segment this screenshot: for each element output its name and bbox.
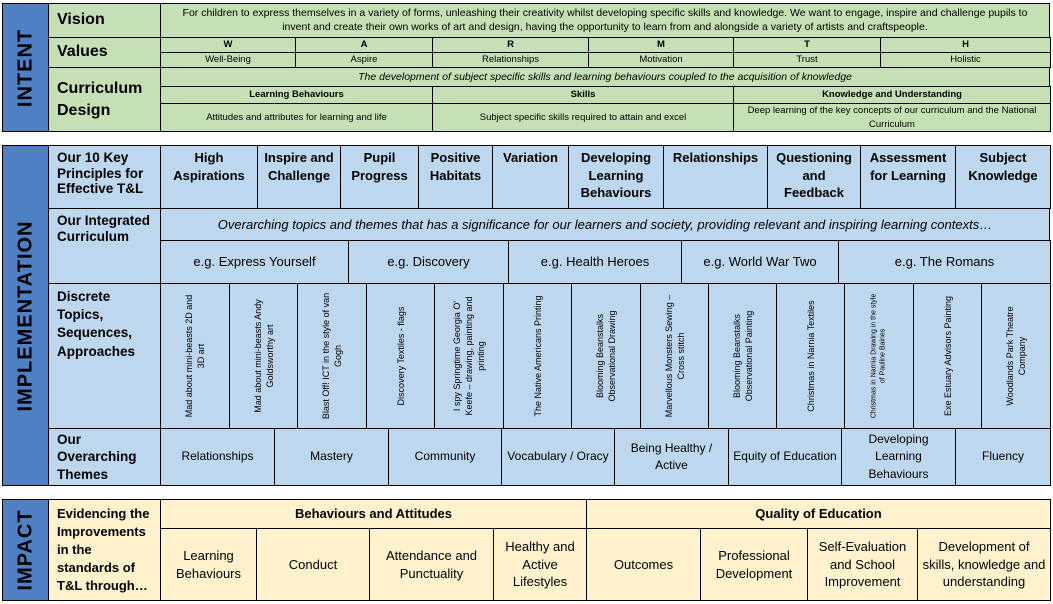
topic-item xyxy=(776,283,845,429)
topic-item xyxy=(229,283,298,429)
topic-item xyxy=(503,283,572,429)
impact-item: Self-Evaluation and School Improvement xyxy=(807,528,918,601)
topic-text: Woodlands Park Theatre Company xyxy=(1004,306,1027,406)
integrated-curriculum-label: Our Integrated Curriculum xyxy=(48,208,161,284)
overarching-theme: Community xyxy=(388,428,502,486)
vision-label: Vision xyxy=(48,3,161,38)
impact-item: Professional Development xyxy=(700,528,808,601)
impact-item: Outcomes xyxy=(586,528,701,601)
value-word: Well-Being xyxy=(160,52,296,68)
value-word: Holistic xyxy=(880,52,1051,68)
overarching-theme: Mastery xyxy=(274,428,389,486)
topic-item xyxy=(297,283,367,429)
curriculum-example: e.g. The Romans xyxy=(838,240,1051,284)
integrated-curriculum-text: Overarching topics and themes that has a significance for our learners and society, providing relevant and inspiring learning contexts… xyxy=(160,208,1050,241)
intent-side-label: INTENT xyxy=(2,3,49,132)
principle-item: Relationships xyxy=(663,145,768,209)
principle-item: Developing Learning Behaviours xyxy=(568,145,664,209)
impact-item: Attendance and Punctuality xyxy=(369,528,494,601)
principle-item: Positive Habitats xyxy=(418,145,493,209)
principle-item: Pupil Progress xyxy=(340,145,419,209)
principles-label: Our 10 Key Principles for Effective T&L xyxy=(48,145,161,209)
impact-group-heading: Quality of Education xyxy=(586,499,1051,529)
principle-item: Assessment for Learning xyxy=(860,145,956,209)
value-letter: M xyxy=(588,37,734,53)
topic-item xyxy=(981,283,1051,429)
impact-item: Conduct xyxy=(256,528,370,601)
principle-item: High Aspirations xyxy=(160,145,258,209)
curriculum-col-title: Learning Behaviours xyxy=(160,86,433,104)
impact-side-label: IMPACT xyxy=(2,499,49,601)
value-letter: W xyxy=(160,37,296,53)
topic-text: The Native Americans Printing xyxy=(532,295,543,417)
topic-item xyxy=(844,283,914,429)
topic-text: Mad about mini-beasts Andy Goldsworthy art xyxy=(252,299,275,413)
vision-text: For children to express themselves in a variety of forms, unleashing their creativity whilst developing specific skills and knowledge. We want to engage, inspire and challenge pupils to invent and create their own works of art and design, having the opportunity to learn from and alongside a variety of artists and craftspeople. xyxy=(160,3,1050,38)
topic-item xyxy=(160,283,230,429)
curriculum-col-title: Knowledge and Understanding xyxy=(733,86,1051,104)
curriculum-design-label: Curriculum Design xyxy=(48,67,161,132)
topic-item xyxy=(571,283,641,429)
overarching-theme: Developing Learning Behaviours xyxy=(841,428,956,486)
value-letter: R xyxy=(432,37,589,53)
value-word: Relationships xyxy=(432,52,589,68)
overarching-theme: Fluency xyxy=(955,428,1051,486)
topic-text: Exe Estuary Advisors Painting xyxy=(942,295,953,417)
impact-item: Learning Behaviours xyxy=(160,528,257,601)
topic-text: Mad about mini-beasts 2D and 3D art xyxy=(183,294,206,418)
value-word: Aspire xyxy=(295,52,433,68)
discrete-topics-label: Discrete Topics, Sequences, Approaches xyxy=(48,283,161,429)
curriculum-col-title: Skills xyxy=(432,86,734,104)
value-word: Trust xyxy=(733,52,881,68)
implementation-side-label: IMPLEMENTATION xyxy=(2,145,49,486)
topic-text: Christmas in Narnia Drawing in the style of Pauline Baines xyxy=(870,293,887,419)
overarching-theme: Vocabulary / Oracy xyxy=(501,428,615,486)
overarching-theme: Being Healthy / Active xyxy=(614,428,729,486)
value-word: Motivation xyxy=(588,52,734,68)
topic-text: Blooming Beanstalks Observational Drawing xyxy=(594,310,617,402)
impact-group-heading: Behaviours and Attitudes xyxy=(160,499,587,529)
principle-item: Variation xyxy=(492,145,569,209)
impact-item: Healthy and Active Lifestyles xyxy=(493,528,587,601)
topic-text: I spy Springtime Georgia O' Keefe – drawing, painting and printing xyxy=(451,296,487,416)
topic-item xyxy=(366,283,435,429)
impact-item: Development of skills, knowledge and understanding xyxy=(917,528,1051,601)
curriculum-statement: The development of subject specific skills and learning behaviours coupled to the acquisition of knowledge xyxy=(160,67,1050,87)
principle-item: Questioning and Feedback xyxy=(767,145,861,209)
topic-item xyxy=(708,283,777,429)
value-letter: A xyxy=(295,37,433,53)
values-label: Values xyxy=(48,37,161,68)
overarching-theme: Equity of Education xyxy=(728,428,842,486)
curriculum-example: e.g. World War Two xyxy=(681,240,839,284)
curriculum-example: e.g. Express Yourself xyxy=(160,240,349,284)
value-letter: H xyxy=(880,37,1051,53)
curriculum-example: e.g. Discovery xyxy=(348,240,509,284)
curriculum-example: e.g. Health Heroes xyxy=(508,240,682,284)
overarching-theme: Relationships xyxy=(160,428,275,486)
overarching-themes-label: Our Overarching Themes xyxy=(48,428,161,486)
value-letter: T xyxy=(733,37,881,53)
impact-label: Evidencing the Improvements in the standards of T&L through… xyxy=(48,499,161,601)
principle-item: Subject Knowledge xyxy=(955,145,1051,209)
topic-text: Discovery Textiles - flags xyxy=(395,306,406,406)
topic-item xyxy=(640,283,709,429)
topic-text: Christmas in Narnia Textiles xyxy=(805,300,816,412)
topic-text: Blast Off! ICT in the style of van Gogh xyxy=(320,292,343,420)
topic-text: Blooming Beanstalks Observational Painting xyxy=(731,310,754,402)
curriculum-col-desc: Deep learning of the key concepts of our curriculum and the National Curriculum xyxy=(733,103,1051,132)
topic-item xyxy=(434,283,504,429)
principle-item: Inspire and Challenge xyxy=(257,145,341,209)
topic-item xyxy=(913,283,982,429)
curriculum-col-desc: Attitudes and attributes for learning and life xyxy=(160,103,433,132)
curriculum-col-desc: Subject specific skills required to attain and excel xyxy=(432,103,734,132)
topic-text: Marvellous Monsters Sewing – Cross stitch xyxy=(663,294,686,418)
